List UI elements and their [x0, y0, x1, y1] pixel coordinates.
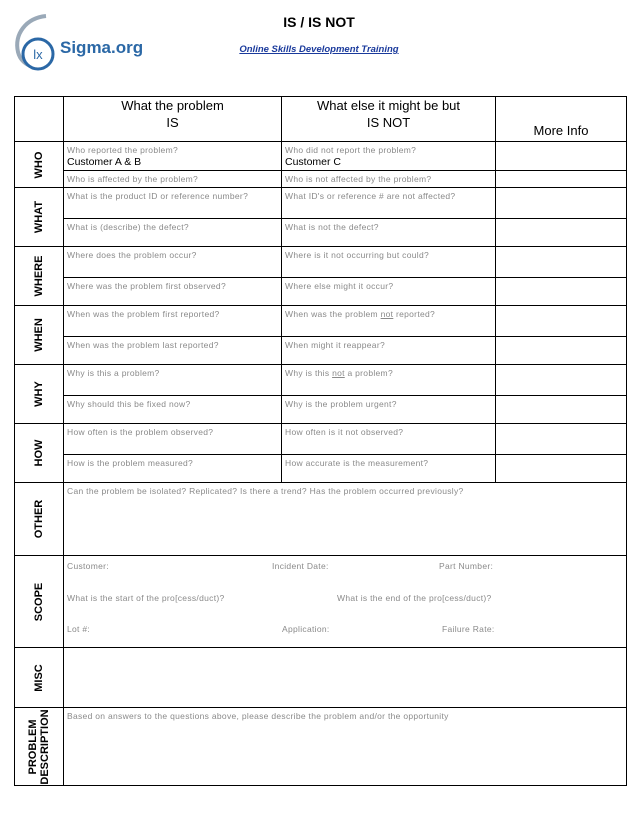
- scope-application: Application:: [282, 624, 330, 634]
- header-blank: [15, 97, 64, 142]
- where-more-info-2[interactable]: [496, 278, 627, 306]
- header-is: [64, 97, 282, 142]
- who-is-question-1: Who reported the problem?: [67, 145, 178, 155]
- header-is-not-line2: IS NOT: [366, 115, 411, 130]
- problem-question: Based on answers to the questions above, please describe the problem and/or the opportunity: [67, 711, 449, 721]
- when-not-question-1-post: reported?: [393, 309, 436, 319]
- where-row-2: [15, 278, 627, 306]
- problem-label-cell: [15, 708, 64, 786]
- other-question: Can the problem be isolated? Replicated? Is there a trend? Has the problem occurred previously?: [67, 486, 464, 496]
- why-not-cell-2[interactable]: [282, 396, 496, 424]
- where-not-question-2: Where else might it occur?: [285, 281, 394, 291]
- scope-label-cell: [15, 556, 64, 648]
- why-is-question-1: Why is this a problem?: [67, 368, 160, 378]
- problem-label-line2: DESCRIPTION: [39, 708, 51, 785]
- why-is-cell-2[interactable]: [64, 396, 282, 424]
- what-not-cell-1[interactable]: [282, 188, 496, 219]
- scope-part-number: Part Number:: [439, 561, 494, 571]
- how-row-2: [15, 455, 627, 483]
- when-is-cell-1[interactable]: [64, 306, 282, 337]
- when-not-cell-2[interactable]: [282, 337, 496, 365]
- header-more-info: More Info: [496, 97, 627, 142]
- problem-row: [15, 708, 627, 786]
- scope-failure-rate: Failure Rate:: [442, 624, 495, 634]
- logo-mark: lx: [33, 47, 43, 62]
- when-row-2: [15, 337, 627, 365]
- when-not-question-1: [282, 306, 495, 319]
- what-is-question-2: What is (describe) the defect?: [67, 222, 189, 232]
- what-not-question-2: What is not the defect?: [285, 222, 379, 232]
- when-not-question-2: When might it reappear?: [285, 340, 385, 350]
- why-not-question-2: Why is the problem urgent?: [285, 399, 397, 409]
- what-not-cell-2[interactable]: [282, 219, 496, 247]
- where-not-cell-2[interactable]: [282, 278, 496, 306]
- who-not-cell-2[interactable]: [282, 171, 496, 188]
- how-is-cell-1[interactable]: [64, 424, 282, 455]
- how-is-cell-2[interactable]: [64, 455, 282, 483]
- where-is-cell-1[interactable]: [64, 247, 282, 278]
- how-is-question-1: How often is the problem observed?: [67, 427, 214, 437]
- why-is-cell-1[interactable]: [64, 365, 282, 396]
- header-is-not: [282, 97, 496, 142]
- why-not-question-1-post: a problem?: [344, 368, 393, 378]
- when-is-question-1: When was the problem first reported?: [67, 309, 220, 319]
- why-not-question-1-not: not: [332, 368, 345, 378]
- who-not-question-2: Who is not affected by the problem?: [285, 174, 432, 184]
- what-is-cell-2[interactable]: [64, 219, 282, 247]
- when-not-cell-1[interactable]: [282, 306, 496, 337]
- what-row-1: [15, 188, 627, 219]
- why-is-question-2: Why should this be fixed now?: [67, 399, 191, 409]
- misc-row: [15, 648, 627, 708]
- who-row-1: [15, 142, 627, 171]
- how-label: HOW: [33, 439, 45, 467]
- who-more-info-1[interactable]: [496, 142, 627, 171]
- subtitle-link[interactable]: Online Skills Development Training: [239, 44, 399, 55]
- problem-label: [27, 709, 51, 784]
- why-label-cell: [15, 365, 64, 424]
- why-row-1: [15, 365, 627, 396]
- scope-label: SCOPE: [33, 582, 45, 621]
- header-is-line2: IS: [166, 115, 179, 130]
- what-label: WHAT: [33, 200, 45, 234]
- when-more-info-1[interactable]: [496, 306, 627, 337]
- logo-text: Sigma.org: [60, 38, 144, 57]
- scope-row: [15, 556, 627, 648]
- what-more-info-2[interactable]: [496, 219, 627, 247]
- other-label: OTHER: [33, 499, 45, 539]
- what-is-question-1: What is the product ID or reference number?: [67, 191, 249, 201]
- who-is-answer-1: Customer A & B: [67, 156, 142, 168]
- where-more-info-1[interactable]: [496, 247, 627, 278]
- where-label: WHERE: [33, 255, 45, 297]
- why-label: WHY: [33, 381, 45, 407]
- other-label-cell: [15, 483, 64, 556]
- other-row: [15, 483, 627, 556]
- when-label-cell: [15, 306, 64, 365]
- scope-customer: Customer:: [67, 561, 109, 571]
- what-row-2: [15, 219, 627, 247]
- why-row-2: [15, 396, 627, 424]
- who-is-cell-1[interactable]: [64, 142, 282, 171]
- who-row-2: [15, 171, 627, 188]
- why-more-info-1[interactable]: [496, 365, 627, 396]
- where-not-question-1: Where is it not occurring but could?: [285, 250, 430, 260]
- problem-label-line1: PROBLEM: [27, 719, 39, 774]
- how-not-cell-1[interactable]: [282, 424, 496, 455]
- why-not-question-1: [282, 365, 495, 378]
- when-is-question-2: When was the problem last reported?: [67, 340, 219, 350]
- when-is-cell-2[interactable]: [64, 337, 282, 365]
- misc-cell[interactable]: [64, 648, 627, 708]
- who-not-cell-1[interactable]: [282, 142, 496, 171]
- how-not-question-2: How accurate is the measurement?: [285, 458, 429, 468]
- header-row: [15, 97, 627, 142]
- what-is-cell-1[interactable]: [64, 188, 282, 219]
- who-label-cell: [15, 142, 64, 188]
- what-more-info-1[interactable]: [496, 188, 627, 219]
- misc-label: MISC: [33, 663, 45, 692]
- header-is-not-line1: What else it might be but: [316, 98, 461, 113]
- when-more-info-2[interactable]: [496, 337, 627, 365]
- how-more-info-2[interactable]: [496, 455, 627, 483]
- when-not-question-1-pre: When was the problem: [285, 309, 381, 319]
- scope-incident-date: Incident Date:: [272, 561, 329, 571]
- scope-cell[interactable]: [64, 556, 627, 648]
- header-is-line1: What the problem: [121, 98, 224, 113]
- how-label-cell: [15, 424, 64, 483]
- who-is-question-2: Who is affected by the problem?: [67, 174, 199, 184]
- why-not-question-1-pre: Why is this: [285, 368, 333, 378]
- how-not-cell-2[interactable]: [282, 455, 496, 483]
- misc-label-cell: [15, 648, 64, 708]
- scope-start: What is the start of the pro[cess/duct)?: [67, 593, 225, 603]
- how-more-info-1[interactable]: [496, 424, 627, 455]
- who-not-answer-1: Customer C: [285, 156, 342, 168]
- where-is-question-2: Where was the problem first observed?: [67, 281, 226, 291]
- who-more-info-2[interactable]: [496, 171, 627, 188]
- who-label: WHO: [33, 151, 45, 178]
- problem-cell[interactable]: [64, 708, 627, 786]
- where-is-question-1: Where does the problem occur?: [67, 250, 197, 260]
- page-title: IS / IS NOT: [283, 14, 355, 30]
- who-not-question-1: Who did not report the problem?: [285, 145, 417, 155]
- when-not-question-1-not: not: [380, 309, 394, 319]
- where-not-cell-1[interactable]: [282, 247, 496, 278]
- who-is-cell-2[interactable]: [64, 171, 282, 188]
- how-row-1: [15, 424, 627, 455]
- when-label: WHEN: [33, 318, 45, 352]
- scope-end: What is the end of the pro[cess/duct)?: [337, 593, 492, 603]
- where-is-cell-2[interactable]: [64, 278, 282, 306]
- how-not-question-1: How often is it not observed?: [285, 427, 404, 437]
- other-cell[interactable]: [64, 483, 627, 556]
- is-is-not-table: [14, 96, 627, 786]
- scope-lot: Lot #:: [67, 624, 91, 634]
- how-is-question-2: How is the problem measured?: [67, 458, 194, 468]
- where-label-cell: [15, 247, 64, 306]
- when-row-1: [15, 306, 627, 337]
- what-not-question-1: What ID's or reference # are not affected?: [285, 191, 456, 201]
- why-more-info-2[interactable]: [496, 396, 627, 424]
- what-label-cell: [15, 188, 64, 247]
- why-not-cell-1[interactable]: [282, 365, 496, 396]
- where-row-1: [15, 247, 627, 278]
